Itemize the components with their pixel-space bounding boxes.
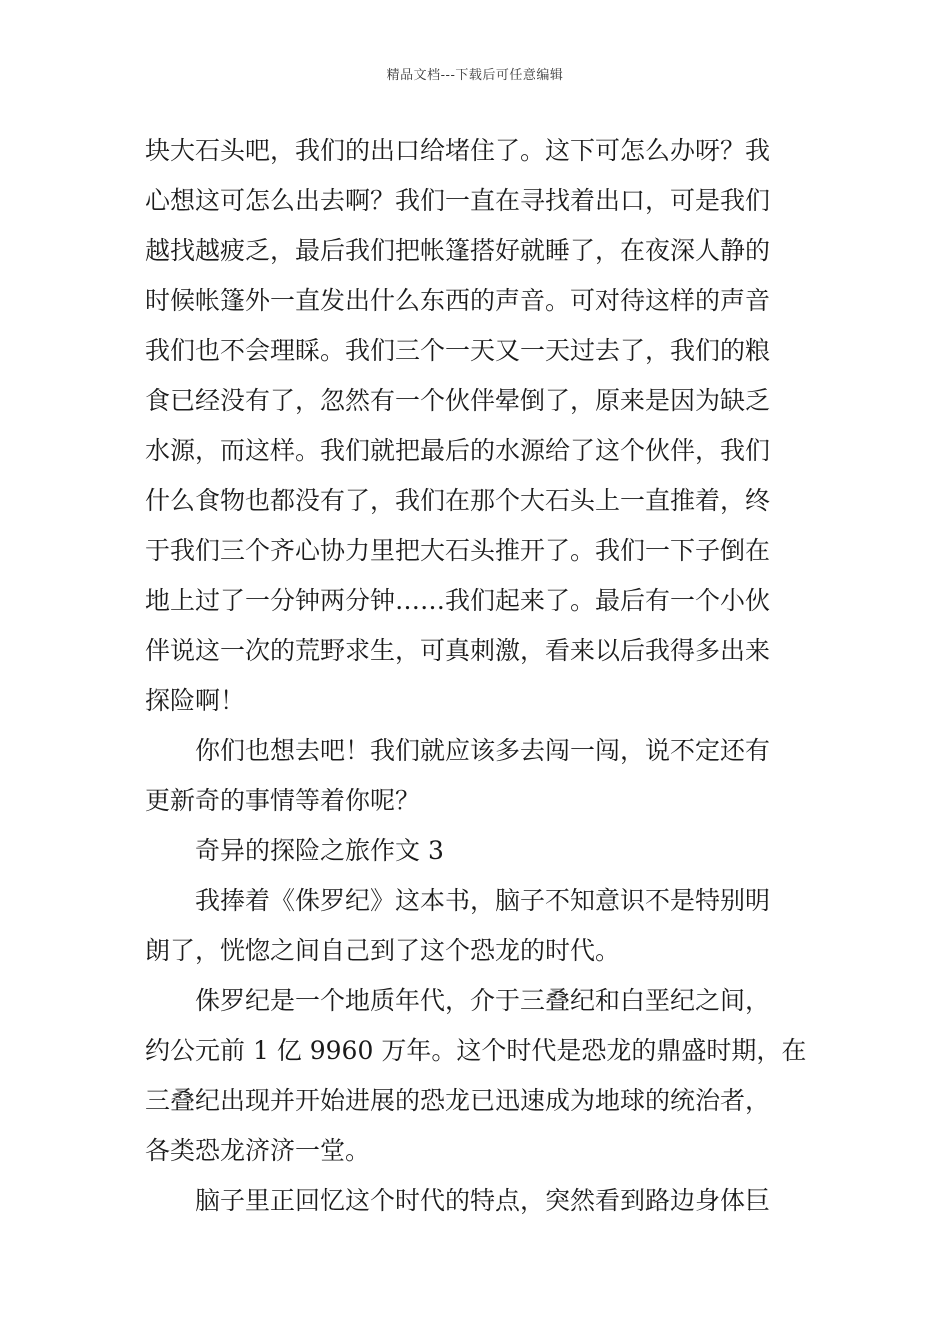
- text-line: 什么食物也都没有了，我们在那个大石头上一直推着，终: [145, 486, 771, 515]
- document-body: [145, 126, 811, 1226]
- text-line: 食已经没有了，忽然有一个伙伴晕倒了，原来是因为缺乏: [145, 386, 771, 415]
- text-line: 心想这可怎么出去啊？我们一直在寻找着出口，可是我们: [145, 186, 771, 215]
- text-line: 我们也不会理睬。我们三个一天又一天过去了，我们的粮: [145, 336, 771, 365]
- section-heading: 奇异的探险之旅作文 3: [145, 836, 444, 865]
- text-line: 时候帐篷外一直发出什么东西的声音。可对待这样的声音: [145, 286, 771, 315]
- text-line: 伴说这一次的荒野求生，可真刺激，看来以后我得多出来: [145, 636, 771, 665]
- text-line: 三叠纪出现并开始进展的恐龙已迅速成为地球的统治者，: [145, 1086, 771, 1115]
- text-line: 约公元前 1 亿 9960 万年。这个时代是恐龙的鼎盛时期，在: [145, 1036, 807, 1065]
- text-line: 更新奇的事情等着你呢？: [145, 786, 421, 815]
- text-line: 块大石头吧，我们的出口给堵住了。这下可怎么办呀？我: [145, 136, 771, 165]
- text-line: 我捧着《侏罗纪》这本书，脑子不知意识不是特别明: [145, 886, 771, 915]
- text-line: 你们也想去吧！我们就应该多去闯一闯，说不定还有: [145, 736, 771, 765]
- page-header: 精品文档---下载后可任意编辑: [386, 68, 564, 83]
- text-line: 探险啊！: [145, 686, 246, 715]
- text-line: 各类恐龙济济一堂。: [145, 1136, 371, 1165]
- text-line: 水源，而这样。我们就把最后的水源给了这个伙伴，我们: [145, 436, 771, 465]
- text-line: 侏罗纪是一个地质年代，介于三叠纪和白垩纪之间，: [145, 986, 771, 1015]
- text-line: 越找越疲乏，最后我们把帐篷搭好就睡了，在夜深人静的: [145, 236, 771, 265]
- text-line: 于我们三个齐心协力里把大石头推开了。我们一下子倒在: [145, 536, 771, 565]
- text-line: 地上过了一分钟两分钟……我们起来了。最后有一个小伙: [145, 586, 771, 615]
- text-line: 脑子里正回忆这个时代的特点，突然看到路边身体巨: [145, 1186, 771, 1215]
- text-line: 朗了，恍惚之间自己到了这个恐龙的时代。: [145, 936, 621, 965]
